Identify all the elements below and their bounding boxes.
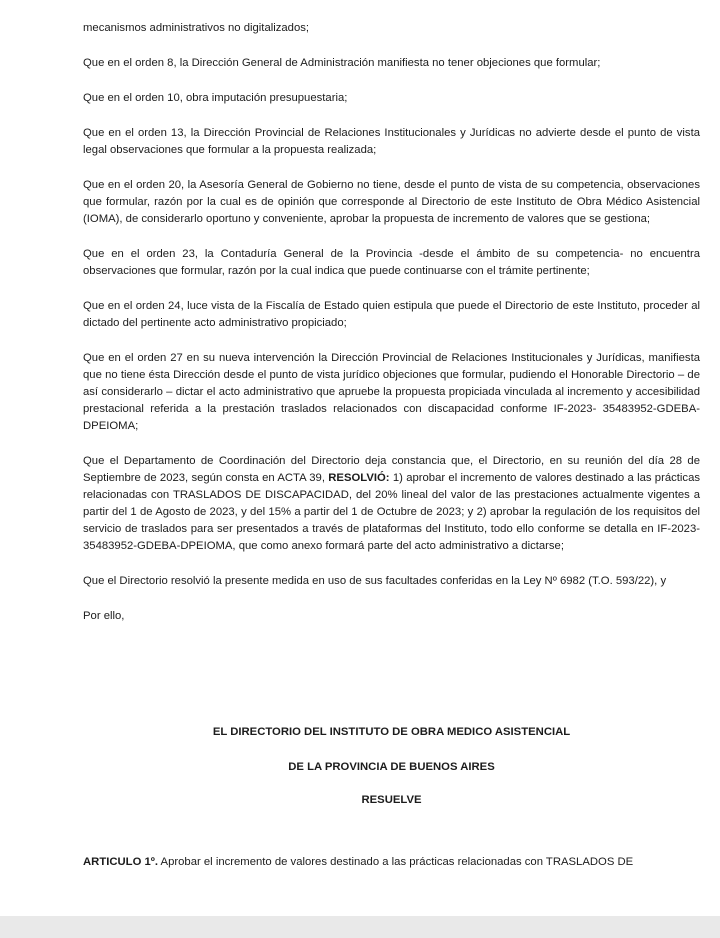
paragraph-orden-13: Que en el orden 13, la Dirección Provincial de Relaciones Institucionales y Jurídicas no advierte desde el punto de vista legal observaciones que formular a la propuesta realizada; — [83, 127, 700, 156]
articulo-text: Aprobar el incremento de valores destinado a las prácticas relacionadas con TRASLADOS DE — [158, 856, 634, 868]
paragraph-facultades: Que el Directorio resolvió la presente medida en uso de sus facultades conferidas en la Ley Nº 6982 (T.O. 593/22), y — [83, 575, 667, 587]
paragraph-orden-8: Que en el orden 8, la Dirección General de Administración manifiesta no tener objeciones que formular; — [83, 57, 601, 69]
paragraph-intro: mecanismos administrativos no digitalizados; — [83, 22, 310, 34]
articulo-1 — [83, 854, 700, 871]
paragraph-por-ello: Por ello, — [83, 610, 125, 622]
heading-directorio: EL DIRECTORIO DEL INSTITUTO DE OBRA MEDICO ASISTENCIAL — [212, 726, 571, 738]
heading-provincia: DE LA PROVINCIA DE BUENOS AIRES — [288, 761, 495, 773]
document-body — [83, 20, 700, 643]
articulo-label: ARTICULO 1º. — [83, 856, 159, 868]
viewer-bottom-bar — [0, 916, 720, 938]
paragraph-orden-10: Que en el orden 10, obra imputación presupuestaria; — [83, 92, 348, 104]
heading-resuelve: RESUELVE — [361, 794, 422, 806]
resolvio-bold: RESOLVIÓ: — [328, 472, 390, 484]
paragraph-resolvio — [83, 453, 700, 555]
paragraph-orden-20: Que en el orden 20, la Asesoría General de Gobierno no tiene, desde el punto de vista de su competencia, observaciones que formular, razón por la cual es de opinión que corresponde al Directorio de este Instituto de Obra Médico Asistencial (IOMA), de considerarlo oportuno y conveniente, aprobar la propuesta de incremento de valores que se gestiona; — [83, 179, 700, 225]
resolvio-text-after: 1) aprobar el incremento de valores destinado a las prácticas relacionadas con TRASLADOS DE DISCAPACIDAD, del 20% lineal del valor de las prestaciones actualmente vigentes a partir del 1 de Agosto de 2023, y del 15% a partir del 1 de Octubre de 2023; y 2) aprobar la regulación de los requisitos del servicio de traslados para ser presentados a través de plataformas del Instituto, todo ello conforme se detalla en IF-2023- 35483952-GDEBA-DPEIOMA, que como anexo formará parte del acto administrativo a dictarse; — [83, 472, 700, 552]
paragraph-orden-23: Que en el orden 23, la Contaduría General de la Provincia -desde el ámbito de su competencia- no encuentra observaciones que formular, razón por la cual indica que puede continuarse con el trámite pertinente; — [83, 248, 700, 277]
paragraph-orden-24: Que en el orden 24, luce vista de la Fiscalía de Estado quien estipula que puede el Directorio de este Instituto, proceder al dictado del pertinente acto administrativo propiciado; — [83, 300, 700, 329]
resolvio-text-before: Que el Departamento de Coordinación del Directorio deja constancia que, el Directorio, en su reunión del día 28 de Septiembre de 2023, según consta en ACTA 39, — [83, 455, 700, 484]
paragraph-orden-27: Que en el orden 27 en su nueva intervención la Dirección Provincial de Relaciones Institucionales y Jurídicas, manifiesta que no tiene ésta Dirección desde el punto de vista jurídico objeciones que formular, pudiendo el Honorable Directorio – de así considerarlo – dictar el acto administrativo que apruebe la propuesta propiciada vinculada al incremento y accesibilidad prestacional referida a la prestación traslados relacionados con discapacidad conforme IF-2023- 35483952-GDEBA-DPEIOMA; — [83, 352, 700, 432]
